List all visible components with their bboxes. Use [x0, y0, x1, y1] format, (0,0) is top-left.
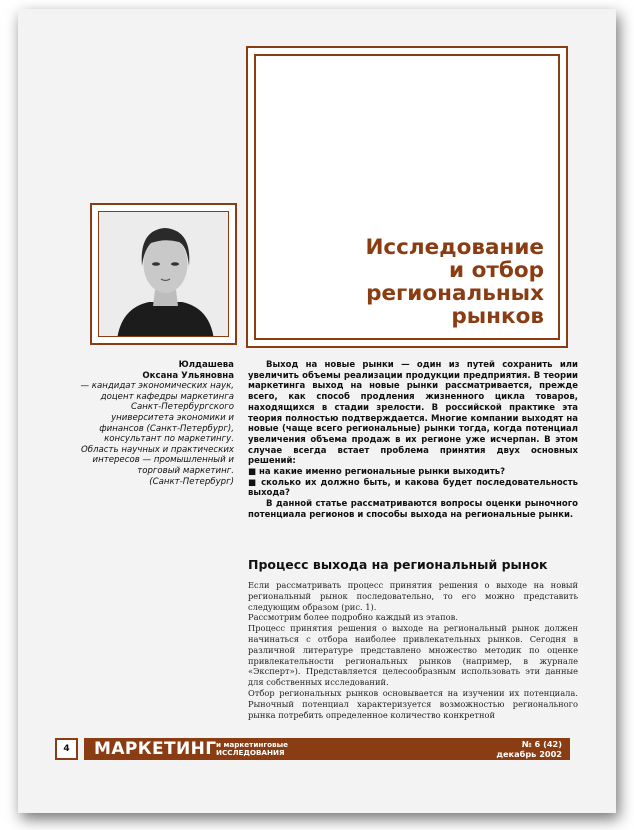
- footer-band: [84, 738, 570, 760]
- author-photo: [98, 211, 229, 337]
- body-paragraph: Рассмотрим более подробно каждый из этапов.: [248, 612, 458, 623]
- body-paragraph: Отбор региональных рынков основывается на изучении их потенциала. Рыночный потенциал характеризуется возможностью регионального рынка потребить определенное количество конкретной: [248, 687, 578, 720]
- bullet-item: ■ сколько их должно быть, и какова будет последовательность выхода?: [248, 477, 578, 499]
- author-city: (Санкт-Петербург): [149, 476, 234, 487]
- issue-date: декабрь 2002: [496, 748, 562, 759]
- title-line: и отбор: [449, 258, 544, 283]
- page-footer: [55, 738, 570, 760]
- magazine-page: [18, 9, 616, 813]
- title-line: региональных: [366, 281, 544, 306]
- magazine-logo: МАРКЕТИНГ: [94, 739, 217, 759]
- issue-info: [496, 740, 562, 759]
- bullet-item: ■ на какие именно региональные рынки выходить?: [248, 467, 506, 478]
- author-surname: Юлдашева: [178, 360, 234, 370]
- author-name: Оксана Ульяновна: [142, 370, 234, 381]
- body-text: [248, 580, 578, 720]
- issue-number: № 6 (42): [521, 739, 562, 749]
- section-heading: Процесс выхода на региональный рынок: [248, 557, 548, 572]
- magazine-logo-sub: и маркетинговые ИССЛЕДОВАНИЯ: [216, 740, 288, 757]
- article-title: [365, 236, 544, 328]
- body-paragraph: Процесс принятия решения о выходе на региональный рынок должен начинаться с отбора наиболее привлекательных рынков. Сегодня в различной литературе представлено множество методик по оценке привлекательности региональных рынков (например, в журнале «Эксперт»). Представляется целесообразным использовать эти данные для собственных исследований.: [248, 623, 578, 688]
- lead-paragraph: [248, 360, 578, 521]
- title-frame: [246, 46, 568, 348]
- author-photo-frame: [90, 203, 237, 345]
- author-description: — кандидат экономических наук, доцент кафедры маркетинга Санкт-Петербургского университета экономики и финансов (Санкт-Петербург), консультант по маркетингу. Область научных и практических интересов — промышленный и торговый маркетинг.: [80, 381, 234, 476]
- body-paragraph: Если рассматривать процесс принятия решения о выходе на новый региональный рынок последовательно, то его можно представить следующим образом (рис. 1).: [248, 580, 578, 612]
- lead-text: В данной статье рассматриваются вопросы оценки рыночного потенциала регионов и способы выхода на региональные рынки.: [248, 499, 578, 520]
- title-line: Исследование: [365, 235, 544, 260]
- portrait-image: [99, 212, 229, 337]
- title-line: рынков: [451, 304, 544, 329]
- page-number: 4: [55, 738, 78, 760]
- author-block: [76, 360, 234, 487]
- lead-text: Выход на новые рынки — один из путей сохранить или увеличить объемы реализации продукции предприятия. В теории маркетинга выход на новые рынки рассматривается, прежде всего, как способ продления жизненного цикла товаров, находящихся в стадии зрелости. В российской практике эта теория полностью подтверждается. Многие компании выходят на новые (чаще всего региональные) рынки тогда, когда потенциал увеличения объема продаж в их регионе уже исчерпан. В этом случае всегда встает проблема принятия двух основных решений:: [248, 360, 578, 467]
